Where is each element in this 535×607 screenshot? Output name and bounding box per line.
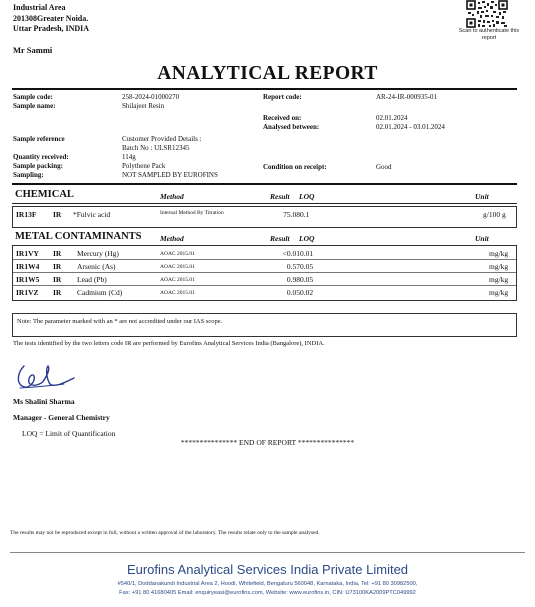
company-address-line-2: Fax: +91 80 41680405 Email: enquiryeasi@eurofins.com, Website: www.eurofins.in, CIN: U73100KA2009PTC049992	[119, 590, 416, 596]
metals-result-header: Result	[270, 234, 290, 243]
report-title: ANALYTICAL REPORT	[157, 63, 378, 84]
row-code: IR1W5	[16, 275, 40, 284]
address-line-1: Industrial Area	[13, 3, 66, 12]
end-of-report: *************** END OF REPORT ***************	[180, 438, 355, 447]
row-loq: 0.05	[300, 275, 314, 284]
row-result: <0.01	[282, 249, 300, 258]
sample-reference-label: Sample reference	[13, 135, 65, 143]
report-code-label: Report code:	[263, 93, 302, 101]
address-line-2: 201308Greater Noida.	[13, 13, 89, 23]
row-code: IR1W4	[16, 262, 40, 271]
sample-code-label: Sample code:	[13, 93, 53, 101]
chemical-unit-header: Unit	[475, 192, 489, 201]
row-divider	[13, 259, 516, 260]
row-parameter: Arsenic (As)	[77, 262, 116, 271]
footer-divider	[10, 552, 525, 553]
chemical-table	[12, 206, 517, 228]
company-name: Eurofins Analytical Services India Private Limited	[126, 562, 409, 577]
row-result: 0.98	[286, 275, 300, 284]
row-parameter: Lead (Pb)	[77, 275, 107, 284]
row-loq: 0.02	[300, 288, 314, 297]
quantity-label: Quantity received:	[13, 153, 69, 161]
row-method: Internal Method By Titration	[160, 210, 224, 216]
title-divider	[12, 88, 517, 90]
row-parameter: *Fulvic acid	[73, 210, 111, 219]
disclaimer: The results may not be reproduced except in full, without a written approval of the laboratory. The results relate only to the sample analysed.	[10, 530, 320, 536]
row-lab: IR	[53, 288, 62, 297]
row-unit: mg/kg	[489, 275, 509, 284]
analysed-value: 02.01.2024 - 03.01.2024	[376, 123, 445, 131]
signatory-role: Manager - General Chemistry	[13, 413, 110, 422]
packing-label: Sample packing:	[13, 162, 63, 170]
chemical-header-line	[12, 203, 517, 204]
sampling-label: Sampling:	[13, 171, 44, 179]
sample-reference-line-2: Batch No : ULSR12345	[122, 144, 190, 152]
row-divider	[13, 285, 516, 286]
company-address-line-1: #540/1, Doddanakundi Industrial Area 2, Hoodi, Whitefield, Bengaluru 560048, Karnataka, India, Tel: +91 80 30982500,	[117, 581, 418, 587]
sample-reference-line-1: Customer Provided Details :	[122, 135, 202, 143]
row-loq: 0.01	[300, 249, 314, 258]
row-result: 75.08	[283, 210, 300, 219]
row-method: AOAC 2015.01	[160, 251, 195, 257]
table-row	[13, 209, 516, 221]
row-parameter: Mercury (Hg)	[77, 249, 119, 258]
row-lab: IR	[53, 275, 62, 284]
chemical-method-header: Method	[160, 192, 184, 201]
signatory-name: Ms Shalini Sharma	[13, 397, 75, 406]
accreditation-note-box	[12, 313, 517, 337]
metals-heading: METAL CONTAMINANTS	[15, 231, 142, 242]
row-unit: mg/kg	[489, 249, 509, 258]
row-code: IR1VY	[16, 249, 39, 258]
qr-caption: Scan to authenticate this report	[458, 28, 520, 41]
loq-definition: LOQ = Limit of Quantification	[22, 429, 116, 438]
accreditation-note: Note: The parameter marked with an * are not accredited under our IAS scope.	[17, 318, 223, 325]
metals-unit-header: Unit	[475, 234, 489, 243]
row-loq: 0.1	[300, 210, 310, 219]
packing-value: Polythene Pack	[122, 162, 166, 170]
row-divider	[13, 272, 516, 273]
received-value: 02.01.2024	[376, 114, 408, 122]
row-method: AOAC 2015.01	[160, 277, 195, 283]
sample-name-label: Sample name:	[13, 102, 56, 110]
address-line-3: Uttar Pradesh, INDIA	[13, 24, 90, 33]
sample-code-value: 258-2024-01000270	[122, 93, 180, 101]
lab-address	[13, 3, 89, 35]
row-parameter: Cadmium (Cd)	[77, 288, 123, 297]
row-lab: IR	[53, 249, 62, 258]
sampling-value: NOT SAMPLED BY EUROFINS	[122, 171, 218, 179]
row-unit: mg/kg	[489, 288, 509, 297]
signature-icon	[14, 360, 76, 392]
table-row	[13, 287, 516, 299]
attention-name: Mr Sammi	[13, 45, 53, 55]
metals-loq-header: LOQ	[299, 234, 315, 243]
details-divider	[12, 183, 517, 185]
row-loq: 0.05	[300, 262, 314, 271]
qr-code-icon[interactable]	[466, 0, 508, 28]
row-result: 0.05	[286, 288, 300, 297]
chemical-result-header: Result	[270, 192, 290, 201]
report-code-value: AR-24-IR-000935-01	[376, 93, 438, 101]
sample-name-value: Shilajeet Resin	[122, 102, 165, 110]
metals-method-header: Method	[160, 234, 184, 243]
row-method: AOAC 2015.01	[160, 264, 195, 270]
row-lab: IR	[53, 210, 62, 219]
analysed-label: Analysed between:	[263, 123, 320, 131]
row-code: IR13F	[16, 210, 37, 219]
tests-note: The tests identified by the two letters code IR are performed by Eurofins Analytical Services India (Bangalore), INDIA.	[13, 340, 325, 347]
row-unit: mg/kg	[489, 262, 509, 271]
row-unit: g/100 g	[483, 210, 506, 219]
received-label: Received on:	[263, 114, 302, 122]
row-lab: IR	[53, 262, 62, 271]
quantity-value: 114g	[122, 153, 136, 161]
chemical-loq-header: LOQ	[299, 192, 315, 201]
row-method: AOAC 2015.01	[160, 290, 195, 296]
condition-value: Good	[376, 163, 392, 171]
row-code: IR1VZ	[16, 288, 39, 297]
condition-label: Condition on receipt:	[263, 163, 327, 171]
row-result: 0.57	[286, 262, 300, 271]
metals-table	[12, 245, 517, 301]
chemical-heading: CHEMICAL	[15, 189, 74, 200]
